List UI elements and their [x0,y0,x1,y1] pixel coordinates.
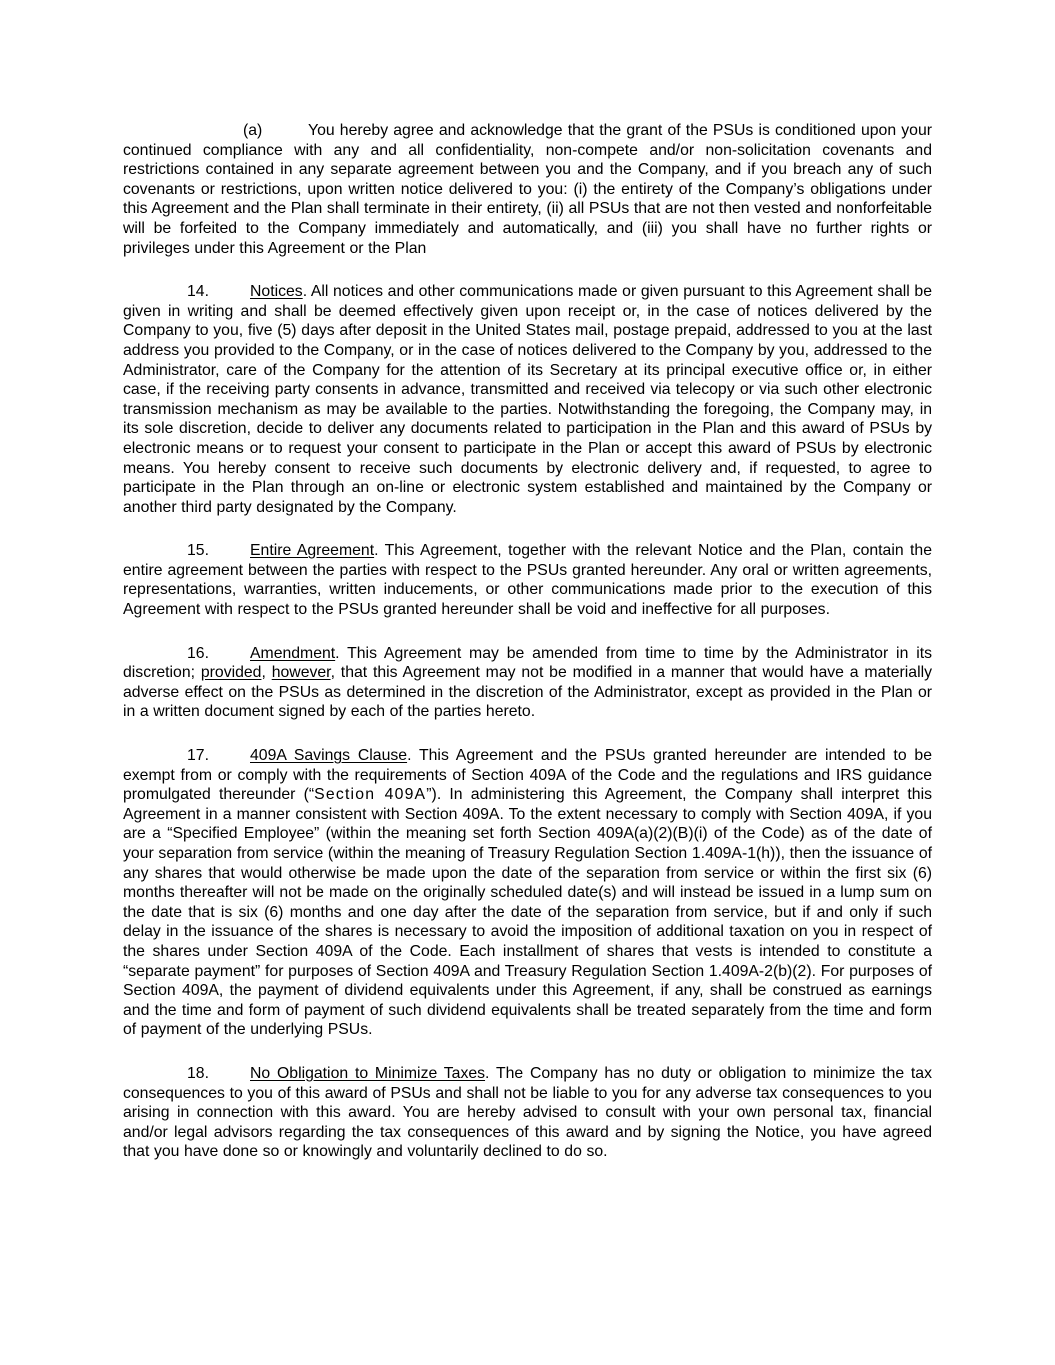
paragraph-18 [123,1064,932,1162]
underlined-text: 409A Savings Clause [250,747,408,765]
paragraph-marker: 17. [187,747,209,765]
paragraph-marker: 16. [187,644,209,662]
document-body [123,121,932,1162]
underlined-text: however [271,664,331,682]
underlined-text: Notices [250,283,303,301]
text-segment: You hereby agree and acknowledge that the grant of the PSUs is conditioned upon your continued compliance with any and all confidentiality, non-compete and/or non-solicitation covenants and restrictions contained in any separate agreement between you and the Company, and if you breach any of such covenants or restrictions, upon written notice delivered to you: (i) the entirety of the Company’s obligations under this Agreement and the Plan shall terminate in their entirety, (ii) all PSUs that are not then vested and nonforfeitable will be forfeited to the Company immediately and automatically, and (iii) you shall have no further rights or privileges under this Agreement or the Plan [123,122,932,257]
paragraph-17 [123,746,932,1040]
paragraph-16 [123,644,932,722]
paragraph-marker: 18. [187,1064,209,1082]
paragraph-a [123,121,932,258]
paragraph-marker: (a) [243,122,263,139]
underlined-text: No Obligation to Minimize Taxes [250,1064,486,1082]
underlined-text: Entire Agreement [250,542,375,560]
text-segment: . All notices and other communications made or given pursuant to this Agreement shall be given in writing and shall be deemed effectively given upon receipt or, in the case of notices delivered by the Company to you, five (5) days after deposit in the United States mail, postage prepaid, addressed to you at the last address you provided to the Company, or in the case of notices delivered to the Company by you, addressed to the Administrator, care of the Company for the attention of its Secretary at its principal executive office or, in either case, if the receiving party consents in advance, transmitted and received via telecopy or via such other electronic transmission mechanism as may be available to the parties. Notwithstanding the foregoing, the Company may, in its sole discretion, decide to deliver any documents related to participation in the Plan and this award of PSUs by electronic means or to request your consent to participate in the Plan or accept this award of PSUs by electronic means. You hereby consent to receive such documents by electronic delivery and, if requested, to agree to participate in the Plan through an on-line or electronic system established and maintained by the Company or another third party designated by the Company. [123,283,932,516]
paragraph-15 [123,541,932,619]
text-segment: . This Agreement and the PSUs granted hereunder are intended to be exempt from or comply with the requirements of Section 409A of the Code and the regulations and IRS guidance promulgated thereunder (“ [123,747,932,804]
text-segment: , [261,664,272,682]
text-segment: . This Agreement, together with the relevant Notice and the Plan, contain the entire agreement between the parties with respect to the PSUs granted hereunder. Any oral or written agreements, representations, warranties, written inducements, or other communications made prior to the execution of this Agreement with respect to the PSUs granted hereunder shall be void and ineffective for all purposes. [123,542,933,619]
paragraph-14 [123,282,932,517]
paragraph-marker: 15. [187,542,209,560]
underlined-text: Amendment [250,644,336,662]
paragraph-marker: 14. [187,283,209,301]
text-segment: . The Company has no duty or obligation to minimize the tax consequences to you of this award of PSUs and shall not be liable to you for any adverse tax consequences to you arising in connection with this award. You are hereby advised to consult with your own personal tax, financial and/or legal advisors regarding the tax consequences of this award and by signing the Notice, you have agreed that you have done so or knowingly and voluntarily declined to do so. [123,1064,932,1161]
text-segment: ”). In administering this Agreement, the Company shall interpret this Agreement in a manner consistent with Section 409A. To the extent necessary to comply with Section 409A, if you are a “Specified Employee” (within the meaning set forth Section 409A(a)(2)(B)(i) of the Code) as of the date of your separation from service (within the meaning of Treasury Regulation Section 1.409A-1(h)), then the issuance of any shares that would otherwise be made upon the date of the separation from service or within the first six (6) months thereafter will not be made on the originally scheduled date(s) and will instead be issued in a lump sum on the date that is six (6) months and one day after the date of the separation from service, but if and only if such delay in the issuance of the shares is necessary to avoid the imposition of additional taxation on you in respect of the shares under Section 409A of the Code. Each installment of shares that vests is intended to constitute a “separate payment” for purposes of Section 409A and Treasury Regulation Section 1.409A-2(b)(2). For purposes of Section 409A, the payment of dividend equivalents under this Agreement, if any, shall be construed as earnings and the time and form of payment of such dividend equivalents shall be treated separately from the time and form of payment of the underlying PSUs. [123,786,932,1039]
underlined-text: provided [200,664,262,682]
text-segment: . This Agreement may be amended from time to time by the Administrator in its discretion; [123,644,932,682]
text-segment: Section 409A [314,786,427,804]
text-segment: , that this Agreement may not be modified in a manner that would have a materially adverse effect on the PSUs as determined in the discretion of the Administrator, except as provided in the Plan or in a written document signed by each of the parties hereto. [123,664,932,721]
